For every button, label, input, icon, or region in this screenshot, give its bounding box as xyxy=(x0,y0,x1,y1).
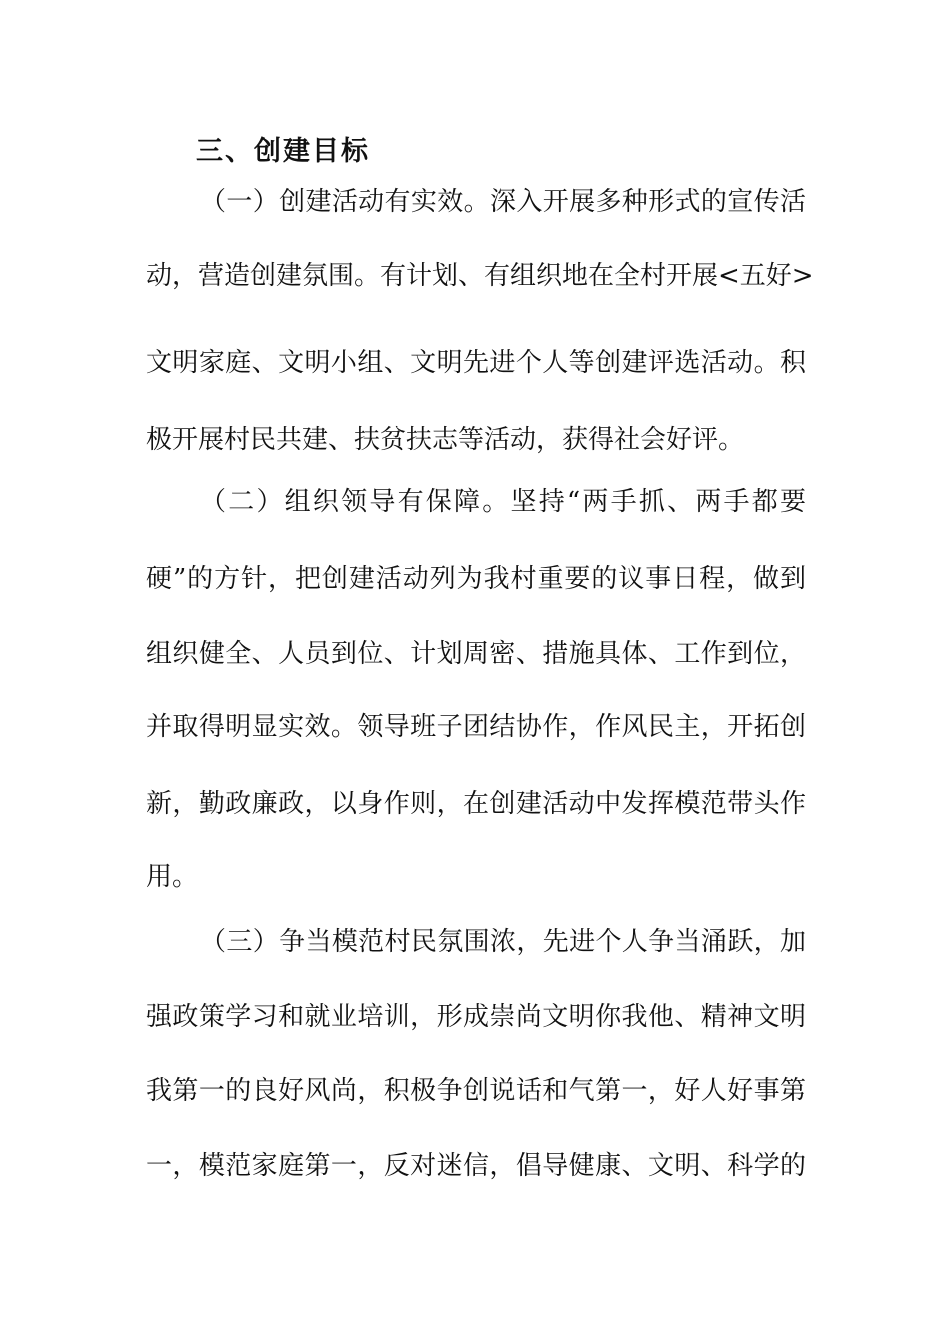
paragraph-line: 我第一的良好风尚，积极争创说话和气第一，好人好事第 xyxy=(146,1076,806,1106)
paragraph-line: 动，营造创建氛围。有计划、有组织地在全村开展<五好> xyxy=(146,261,814,291)
paragraph-line: （三）争当模范村民氛围浓，先进个人争当涌跃，加 xyxy=(200,927,806,957)
paragraph-line: 极开展村民共建、扶贫扶志等活动，获得社会好评。 xyxy=(146,425,745,455)
paragraph-line: 组织健全、人员到位、计划周密、措施具体、工作到位， xyxy=(146,639,806,669)
paragraph-line: 文明家庭、文明小组、文明先进个人等创建评选活动。积 xyxy=(146,348,806,378)
paragraph-line: （一）创建活动有实效。深入开展多种形式的宣传活 xyxy=(200,187,806,217)
section-heading: 三、创建目标 xyxy=(196,136,370,167)
paragraph-line: 强政策学习和就业培训，形成崇尚文明你我他、精神文明 xyxy=(146,1002,806,1032)
paragraph-line: 硬”的方针，把创建活动列为我村重要的议事日程，做到 xyxy=(146,564,806,594)
paragraph-line: 并取得明显实效。领导班子团结协作，作风民主，开拓创 xyxy=(146,712,806,742)
paragraph-line: （二）组织领导有保障。坚持“两手抓、两手都要 xyxy=(200,487,806,517)
paragraph-line: 用。 xyxy=(146,862,199,892)
paragraph-line: 新，勤政廉政，以身作则，在创建活动中发挥模范带头作 xyxy=(146,789,806,819)
paragraph-line: 一，模范家庭第一，反对迷信，倡导健康、文明、科学的 xyxy=(146,1151,806,1181)
